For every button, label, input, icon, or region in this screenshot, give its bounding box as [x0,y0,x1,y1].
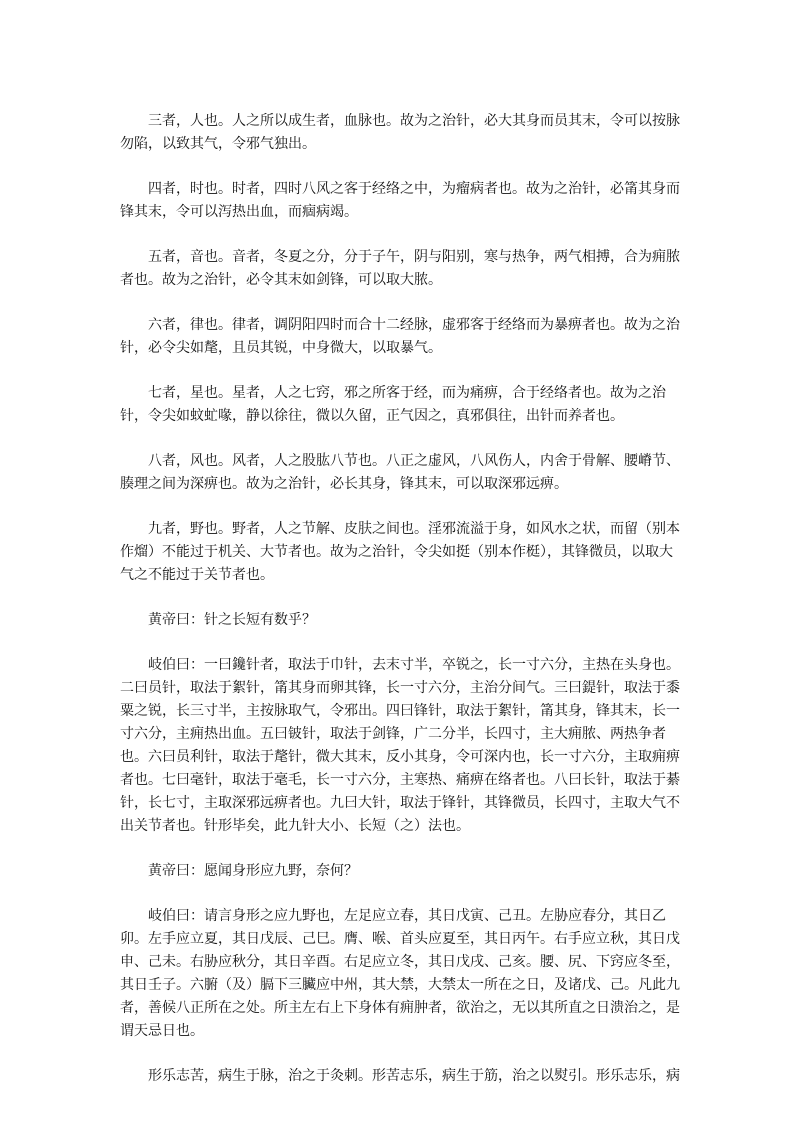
paragraph-xing-le-zhi-ku: 形乐志苦，病生于脉，治之于灸刺。形苦志乐，病生于筋，治之以熨引。形乐志乐，病 [148,1068,680,1084]
paragraph-qi-zhe: 七者，星也。星者，人之七窍，邪之所客于经，而为痛痹，合于经络者也。故为之治针，令尖如蚊虻喙，静以徐往，微以久留，正气因之，真邪俱往，出针而养者也。 [120,385,666,424]
paragraph-si-zhe: 四者，时也。时者，四时八风之客于经络之中，为瘤病者也。故为之治针，必筩其身而锋其末，令可以泻热出血，而痼病竭。 [120,181,680,220]
paragraph-liu-zhe: 六者，律也。律者，调阴阳四时而合十二经脉，虚邪客于经络而为暴痹者也。故为之治针，必令尖如氂，且员其锐，中身微大，以取暴气。 [120,317,680,356]
paragraph-ba-zhe: 八者，风也。风者，人之股肱八节也。八正之虚风，八风伤人，内舍于骨解、腰嵴节、腠理之间为深痹也。故为之治针，必长其身，锋其末，可以取深邪远痹。 [120,453,680,492]
paragraph-jiu-zhe: 九者，野也。野者，人之节解、皮肤之间也。淫邪流溢于身，如风水之状，而留（别本作熘）不能过于机关、大节者也。故为之治针，令尖如挺（别本作梃），其锋微员，以取大气之不能过于关节者也。 [120,521,680,583]
paragraph-huangdi-question-2: 黄帝曰：愿闻身形应九野，奈何？ [148,863,358,879]
paragraph-huangdi-question-1: 黄帝曰：针之长短有数乎？ [148,612,316,628]
paragraph-wu-zhe: 五者，音也。音者，冬夏之分，分于子午，阴与阳别，寒与热争，两气相搏，合为痈脓者也。故为之治针，必令其末如剑锋，可以取大脓。 [120,249,680,288]
paragraph-qibo-answer-2: 岐伯曰：请言身形之应九野也，左足应立春，其日戊寅、己丑。左胁应春分，其日乙卯。左手应立夏，其日戊辰、己巳。膺、喉、首头应夏至，其日丙午。右手应立秋，其日戊申、己未。右胁应秋分，其日辛酉。右足应立冬，其日戊戌、己亥。腰、尻、下窍应冬至，其日壬子。六腑（及）膈下三臟应中州，其大禁，大禁太一所在之日，及诸戊、己。凡此九者，善候八正所在之处。所主左右上下身体有痈肿者，欲治之，无以其所直之日溃治之，是谓天忌日也。 [120,908,680,1039]
paragraph-qibo-answer-1: 岐伯曰：一曰鑱针者，取法于巾针，去末寸半，卒锐之，长一寸六分，主热在头身也。二曰员针，取法于絮针，筩其身而卵其锋，长一寸六分，主治分间气。三曰鍉针，取法于黍粟之锐，长三寸半，主按脉取气，令邪出。四曰锋针，取法于絮针，筩其身，锋其末，长一寸六分，主痈热出血。五曰铍针，取法于剑锋，广二分半，长四寸，主大痈脓、两热争者也。六曰员利针，取法于氂针，微大其末，反小其身，令可深内也，长一寸六分，主取痈痹者也。七曰毫针，取法于毫毛，长一寸六分，主寒热、痛痹在络者也。八曰长针，取法于綦针，长七寸，主取深邪远痹者也。九曰大针，取法于锋针，其锋微员，长四寸，主取大气不出关节者也。针形毕矣，此九针大小、长短（之）法也。 [120,657,680,834]
document-body [120,110,680,1110]
paragraph-san-zhe: 三者，人也。人之所以成生者，血脉也。故为之治针，必大其身而员其末，令可以按脉勿陷，以致其气，令邪气独出。 [120,113,680,152]
